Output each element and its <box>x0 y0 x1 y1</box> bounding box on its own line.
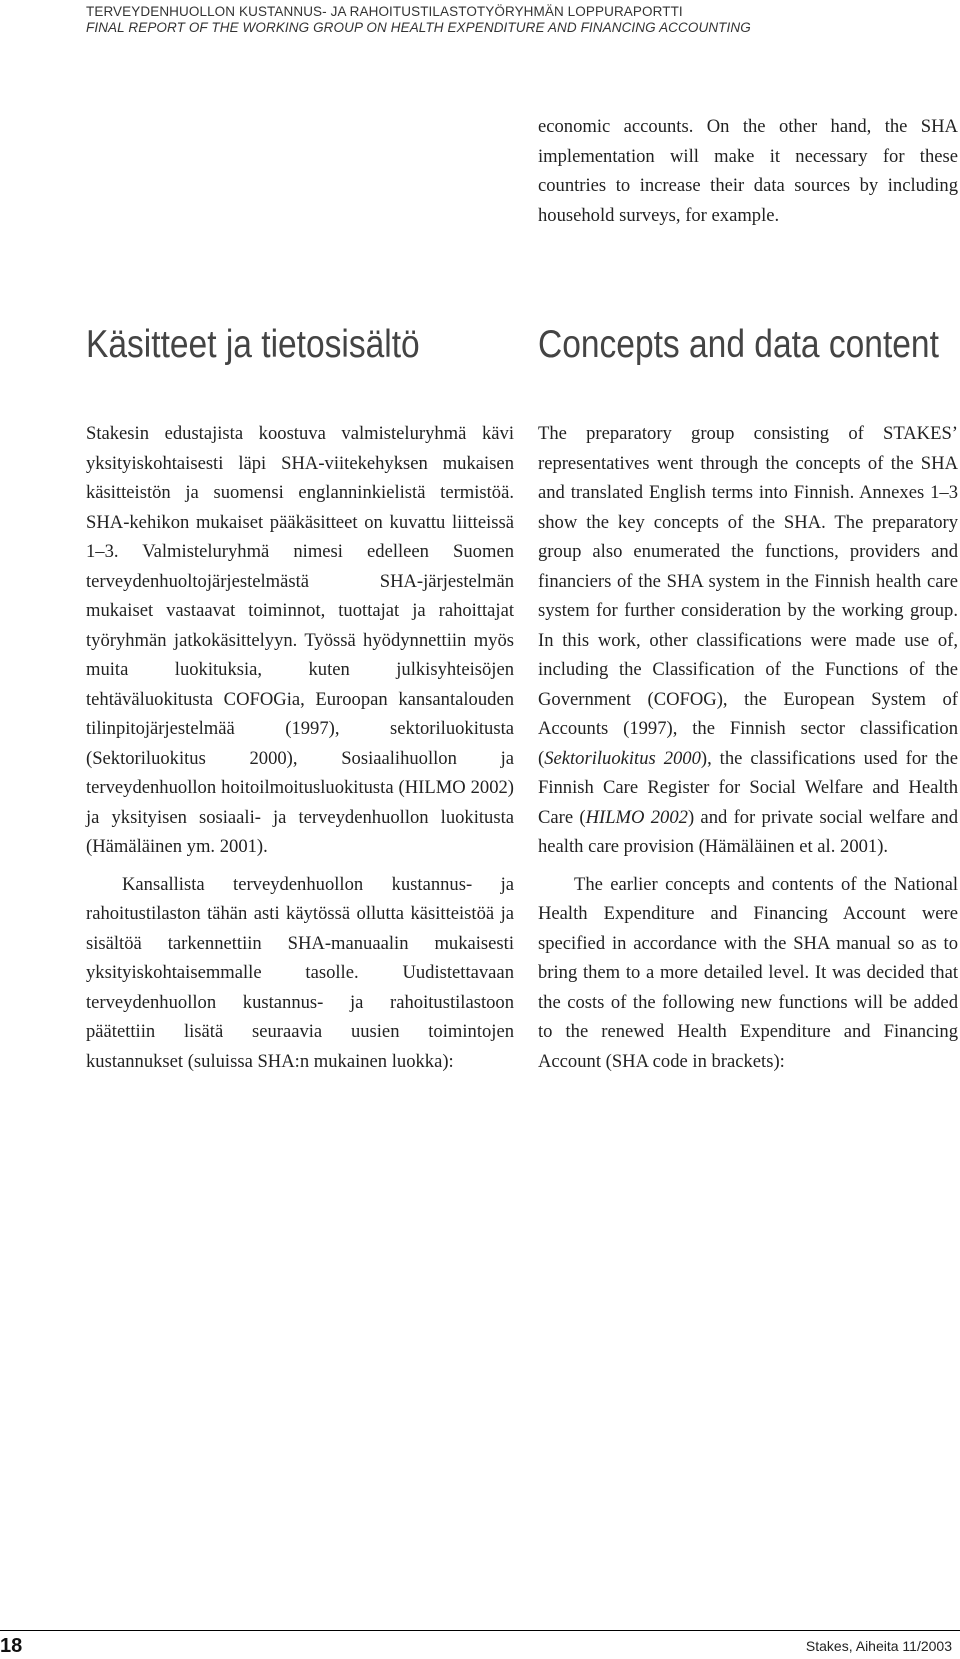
section-heading-english: Concepts and data content <box>538 323 939 366</box>
intro-text: economic accounts. On the other hand, the SHA implementation will make it necessary for these countries to increase their data sources by including household surveys, for example. <box>538 116 958 226</box>
running-head-finnish: TERVEYDENHUOLLON KUSTANNUS- JA RAHOITUSTILASTOTYÖRYHMÄN LOPPURAPORTTI <box>86 4 683 19</box>
running-head-english: FINAL REPORT OF THE WORKING GROUP ON HEALTH EXPENDITURE AND FINANCING ACCOUNTING <box>86 20 751 35</box>
english-paragraph-1-italic-sektoriluokitus: Sektoriluokitus 2000 <box>544 747 701 769</box>
intro-paragraph-continuation <box>538 112 958 230</box>
running-head <box>86 4 751 36</box>
english-column <box>538 419 958 1076</box>
english-paragraph-2: The earlier concepts and contents of the National Health Expenditure and Financing Account were specified in accordance with the SHA manual so as to bring them to a more detailed level. It was decided that the costs of the following new functions will be added to the renewed Health Expenditure and Financing Account (SHA code in brackets): <box>538 873 958 1072</box>
english-paragraph-1-part-c: ) and for private social welfare and health care provision (Hämäläinen et al. 2001). <box>538 806 958 857</box>
english-paragraph-1 <box>538 419 958 862</box>
english-paragraph-1-italic-hilmo: HILMO 2002 <box>585 806 688 828</box>
footer-source: Stakes, Aiheita 11/2003 <box>805 1638 952 1654</box>
english-paragraph-1-part-b: ), the classifications used for the Finnish Care Register for Social Welfare and Health Care ( <box>538 747 958 828</box>
section-heading-finnish: Käsitteet ja tietosisältö <box>86 323 420 366</box>
finnish-paragraph-2: Kansallista terveydenhuollon kustannus- ja rahoitustilaston tähän asti käytössä ollutta käsitteistöä ja sisältöä tarkennettiin SHA-manuaalin mukaisesti yksityiskohtaisemmalle tasolle. Uudistettavaan terveydenhuollon kustannus- ja rahoitustilastoon päätettiin lisätä seuraavia uusien toimintojen kustannukset (suluissa SHA:n mukainen luokka): <box>86 873 514 1072</box>
finnish-paragraph-1: Stakesin edustajista koostuva valmisteluryhmä kävi yksityiskohtaisesti läpi SHA-viitekehyksen mukaisen käsitteistön ja suomensi englanninkielistä termistöä. SHA-kehikon mukaiset pääkäsitteet on kuvattu liitteissä 1–3. Valmisteluryhmä nimesi edelleen Suomen terveydenhuoltojärjestelmästä SHA-järjestelmän mukaiset vastaavat toiminnot, tuottajat ja rahoittajat työryhmän jatkokäsittelyyn. Työssä hyödynnettiin myös muita luokituksia, kuten julkisyhteisöjen tehtäväluokitusta COFOGia, Euroopan kansantalouden tilinpitojärjestelmää (1997), sektoriluokitusta (Sektoriluokitus 2000), Sosiaalihuollon ja terveydenhuollon hoitoilmoitusluokitusta (HILMO 2002) ja yksityisen sosiaali- ja terveydenhuollon luokitusta (Hämäläinen ym. 2001). <box>86 423 514 857</box>
footer-rule <box>0 1630 960 1631</box>
finnish-column <box>86 419 514 1076</box>
page-number: 18 <box>0 1635 23 1657</box>
english-paragraph-1-part-a: The preparatory group consisting of STAKES’ representatives went through the concepts of the SHA and translated English terms into Finnish. Annexes 1–3 show the key concepts of the SHA. The preparatory group also enumerated the functions, providers and financiers of the SHA system in the Finnish health care system for further consideration by the working group. In this work, other classifications were made use of, including the Classification of the Functions of the Government (COFOG), the European System of Accounts (1997), the Finnish sector classification ( <box>538 423 958 769</box>
